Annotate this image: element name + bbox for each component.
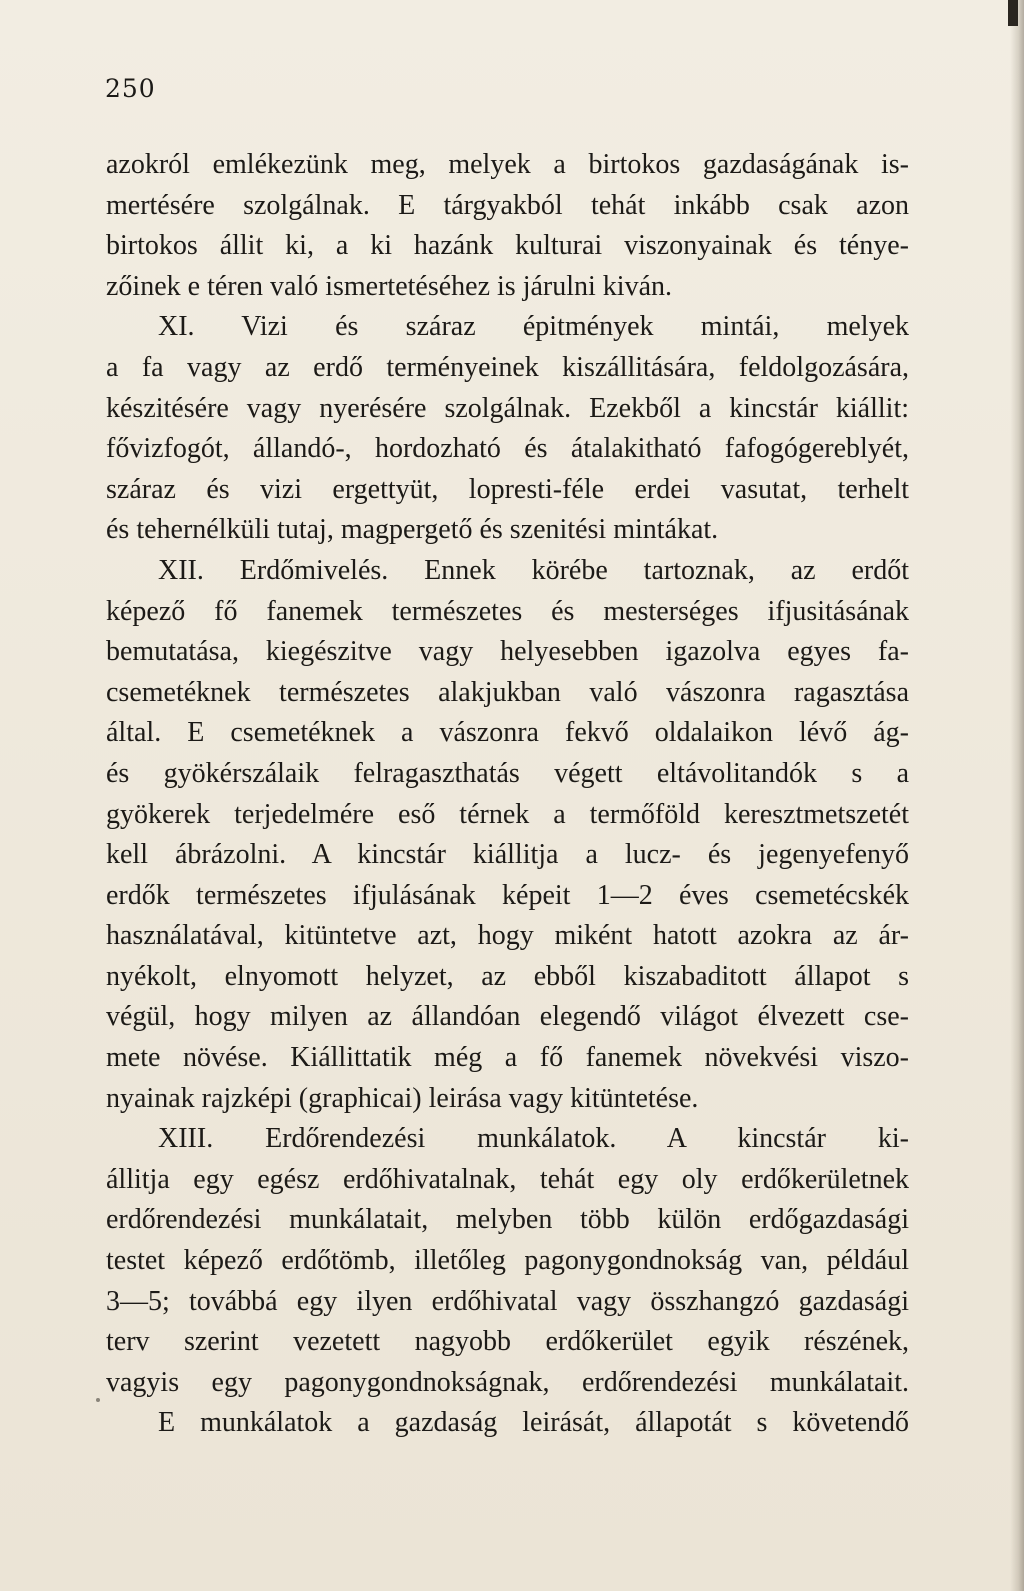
text-line: testet képező erdőtömb, illetőleg pagonygondnokság van, például [106, 1245, 909, 1277]
text-line: kell ábrázolni. A kincstár kiállitja a lucz- és jegenyefenyő [106, 839, 909, 871]
text-line: száraz és vizi ergettyüt, lopresti-féle erdei vasutat, terhelt [106, 473, 909, 505]
text-line: fővizfogót, állandó-, hordozható és átalakitható fafogógereblyét, [106, 433, 909, 465]
text-line: állitja egy egész erdőhivatalnak, tehát egy oly erdőkerületnek [106, 1163, 909, 1195]
text-line: által. E csemetéknek a vászonra fekvő oldalaikon lévő ág- [106, 717, 909, 749]
scan-edge-mark [1008, 0, 1018, 26]
text-line: mete növése. Kiállittatik még a fő fanemek növekvési viszo- [106, 1042, 909, 1074]
section-heading-line: XII. Erdőmivelés. Ennek körébe tartoznak, az erdőt [158, 554, 909, 586]
text-line: E munkálatok a gazdaság leirását, állapotát s követendő [158, 1407, 909, 1439]
text-line: mertésére szolgálnak. E tárgyakból tehát inkább csak azon [106, 189, 909, 221]
text-line: erdőrendezési munkálatait, melyben több külön erdőgazdasági [106, 1204, 909, 1236]
text-line: azokról emlékezünk meg, melyek a birtokos gazdaságának is- [106, 149, 909, 180]
section-heading-line: XIII. Erdőrendezési munkálatok. A kincstár ki- [158, 1123, 909, 1155]
text-line: bemutatása, kiegészitve vagy helyesebben igazolva egyes fa- [106, 636, 909, 668]
text-line: és gyökérszálaik felragaszthatás végett eltávolitandók s a [106, 757, 909, 789]
text-line: vagyis egy pagonygondnokságnak, erdőrendezési munkálatait. [106, 1366, 909, 1398]
text-line: birtokos állit ki, a ki hazánk kulturai viszonyainak és ténye- [106, 230, 909, 262]
margin-speck [96, 1398, 100, 1402]
text-line: képező fő fanemek természetes és mesterséges ifjusitásának [106, 595, 909, 627]
text-line: nyainak rajzképi (graphicai) leirása vagy kitüntetése. [106, 1082, 699, 1114]
text-line: terv szerint vezetett nagyobb erdőkerület egyik részének, [106, 1326, 909, 1358]
text-line: használatával, kitüntetve azt, hogy miként hatott azokra az ár- [106, 920, 909, 952]
page-edge-shadow [1010, 0, 1024, 1591]
text-line: végül, hogy milyen az állandóan elegendő világot élvezett cse- [106, 1001, 909, 1033]
section-heading-line: XI. Vizi és száraz épitmények mintái, melyek [158, 311, 909, 343]
text-line: nyékolt, elnyomott helyzet, az ebből kiszabaditott állapot s [106, 960, 909, 992]
text-line: gyökerek terjedelmére eső térnek a termőföld keresztmetszetét [106, 798, 909, 830]
text-line: és tehernélküli tutaj, magpergető és szenitési mintákat. [106, 514, 719, 546]
body-text [106, 145, 909, 1444]
text-line: erdők természetes ifjulásának képeit 1—2 éves csemetécskék [106, 879, 909, 911]
text-line: készitésére vagy nyerésére szolgálnak. Ezekből a kincstár kiállit: [106, 392, 909, 424]
text-line: zőinek e téren való ismertetéséhez is járulni kiván. [106, 270, 673, 302]
page-number: 250 [105, 74, 156, 103]
text-line: a fa vagy az erdő terményeinek kiszállitására, feldolgozására, [106, 351, 909, 383]
text-line: 3—5; továbbá egy ilyen erdőhivatal vagy összhangzó gazdasági [106, 1285, 909, 1317]
text-line: csemetéknek természetes alakjukban való vászonra ragasztása [106, 676, 909, 708]
